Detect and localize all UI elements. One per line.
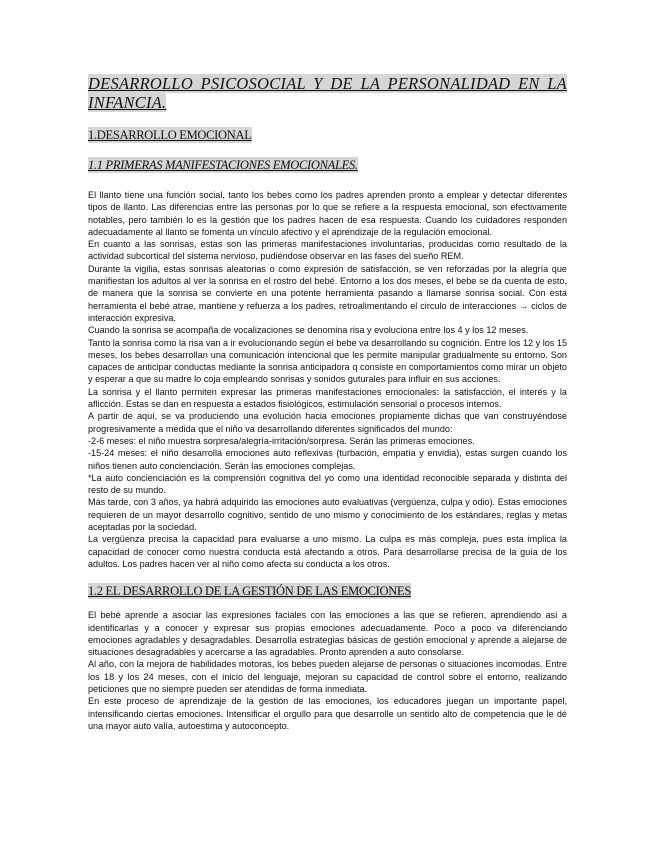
paragraph: La sonrisa y el llanto permiten expresar las primeras manifestaciones emocionales: la satisfacción, el interés y la aflicción. Estas se dan en respuesta a estados fisiológicos, estimulación sensorial o procesos internos. [88,386,567,410]
heading-emotion-management-text: 1.2 EL DESARROLLO DE LA GESTIÓN DE LAS EMOCIONES [88,584,411,599]
paragraph: Más tarde, con 3 años, ya habrá adquirido las emociones auto evaluativas (vergüenza, culpa y odio). Estas emociones requieren de un mayor desarrollo cognitivo, sentido de uno mismo y conocimiento de los estándares, reglas y metas aceptadas por la sociedad. [88,497,567,533]
document-title-text: DESARROLLO PSICOSOCIAL Y DE LA PERSONALIDAD EN LA INFANCIA. [88,74,567,112]
paragraph: En cuanto a las sonrisas, estas son las primeras manifestaciones involuntarias, producidas como resultado de la actividad subcortical del sistema nervioso, pudiéndose observar en las fases del sueño REM. [88,239,567,262]
paragraph: Cuando la sonrisa se acompaña de vocalizaciones se denomina risa y evoluciona entre los 4 y los 12 meses. [88,325,529,336]
paragraph: Tanto la sonrisa como la risa van a ir evolucionando según el bebe va desarrollando su cognición. Entre los 12 y los 15 meses, los bebes desarrollan una comunicación intencional que les permite manipular gradualmente su entorno. Son capaces de anticipar conductas mediante la sonrisa anticipadora q consiste en comportamientos como mirar un objeto y esperar a que su madre lo coja empleando sonrisas y sonidos guturales para influir en sus acciones. [88,337,567,385]
heading-emotion-management [88,582,567,600]
section-first-manifestations-body [88,189,567,570]
heading-emotional-development-text: 1.DESARROLLO EMOCIONAL [88,128,252,142]
paragraph: *La auto concienciación es la comprensión cognitiva del yo como una identidad reconocible separada y distinta del resto de su mundo. [88,472,567,496]
heading-emotional-development [88,126,567,144]
paragraph: El llanto tiene una función social, tanto los bebes como los padres aprenden pronto a emplear y detectar diferentes tipos de llanto. Las diferencias entre las personas por lo que se refiere a la respuesta emocional, son efectivamente notables, pero también lo es la gestión que los padres hacen de esa respuesta. Cuando los cuidadores responden adecuadamente al llanto se fomenta un vínculo afectivo y el aprendizaje de la regulación emocional. [88,190,567,237]
paragraph: Al año, con la mejora de habilidades motoras, los bebes pueden alejarse de personas o situaciones incomodas. Entre los 18 y los 24 meses, con el inicio del lenguaje, mejoran su capacidad de control sobre el entorno, realizando peticiones que no siempre pueden ser atendidas de forma inmediata. [88,659,567,694]
paragraph: Durante la vigilia, estas sonrisas aleatorias o como expresión de satisfacción, se ven reforzadas por la alegría que manifiestan los adultos al ver la sonrisa en el rostro del bebé. Entorno a los dos meses, el bebe se da cuenta de esto, de manera que la sonrisa se convierte en una potente herramienta pasando a llamarse sonrisa social. Con esta herramienta el bebé atrae, mantiene y refuerza a los padres, retroalimentando el circulo de interacciones → ciclos de interacción expresiva. [88,263,567,323]
paragraph: El bebé aprende a asociar las expresiones faciales con las emociones a las que se refieren, aprendiendo así a identificarlas y a conocer y expresar sus propias emociones adecuadamente. Poco a poco va diferenciando emociones agradables y desagradables. Desarrolla estrategias básicas de gestión emocional y aprende a alejarse de situaciones desagradables y acercarse a las agradables. Pronto aprenden a auto consolarse. [88,610,567,658]
paragraph: La vergüenza precisa la capacidad para evaluarse a uno mismo. La culpa es más compleja, pues esta implica la capacidad de conocer como nuestra conducta está afectando a otros. Para desarrollarse precisa de la guía de los adultos. Los padres hacen ver al niño como afecta su conducta a los otros. [88,534,567,569]
paragraph: -2-6 meses: el niño muestra sorpresa/alegría-irritación/sorpresa. Serán las primeras emociones. [88,435,475,446]
document-title [88,74,567,112]
paragraph: A partir de aquí, se va produciendo una evolución hacia emociones propiamente dichas que van construyéndose progresivamente a medida que el niño va desarrollando diferentes significados del mundo: [88,411,567,434]
paragraph: En este proceso de aprendizaje de la gestión de las emociones, los educadores juegan un importante papel, intensificando ciertas emociones. Intensificar el orgullo para que desarrolle un sentido alto de competencia que le dé una mayor auto valía, autoestima y autoconcepto. [88,696,567,731]
heading-first-manifestations [88,156,567,174]
heading-first-manifestations-text: 1.1 PRIMERAS MANIFESTACIONES EMOCIONALES. [88,158,358,172]
paragraph: -15-24 meses: el niño desarrolla emociones auto reflexivas (turbación, empatía y envidia), estas surgen cuando los niños tienen auto concienciación. Serán las emociones complejas. [88,448,567,471]
section-emotion-management-body [88,609,567,732]
